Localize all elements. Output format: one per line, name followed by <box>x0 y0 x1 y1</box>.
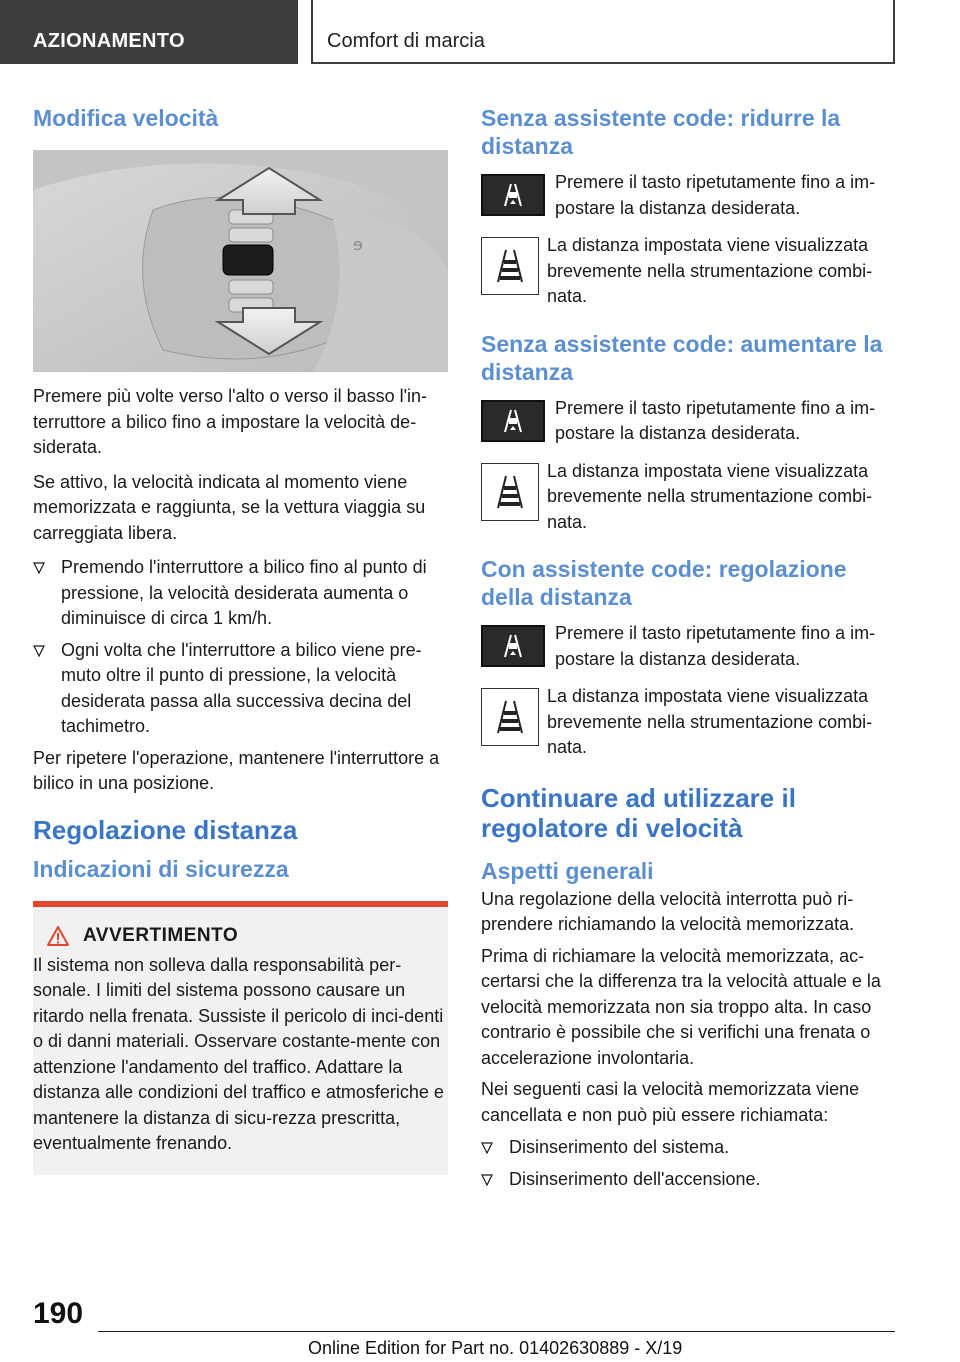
list-item <box>481 1167 899 1193</box>
list-item <box>33 638 448 740</box>
instruction-text: La distanza impostata viene visualizzata brevemente nella strumentazione combi-nata. <box>547 686 873 757</box>
distance-button-icon <box>481 400 545 442</box>
left-column <box>33 100 448 1175</box>
rocker-switch-illustration <box>33 150 448 372</box>
heading-reduce-distance: Senza assistente code: ridurre la distanza <box>481 105 841 159</box>
bullet-triangle-icon <box>481 1142 493 1154</box>
chapter-title: Comfort di marcia <box>311 0 895 64</box>
instruction-row <box>481 684 899 761</box>
warning-triangle-icon <box>47 926 69 946</box>
bullet-text: Disinserimento del sistema. <box>509 1137 730 1157</box>
list-item <box>481 1135 899 1161</box>
svg-text:ɘ: ɘ <box>353 235 363 254</box>
page-header <box>0 0 960 66</box>
warning-title: AVVERTIMENTO <box>83 924 239 946</box>
heading-continue-cruise: Continuare ad utilizzare il regolatore di velocità <box>481 782 796 843</box>
instruction-text: Premere il tasto ripetutamente fino a im-postare la distanza desiderata. <box>555 623 876 669</box>
right-column <box>481 100 899 1192</box>
instruction-row <box>481 233 899 310</box>
footer-edition: Online Edition for Part no. 01402630889 - X/19 <box>308 1338 683 1358</box>
instruction-row <box>481 170 899 221</box>
instruction-text: La distanza impostata viene visualizzata brevemente nella strumentazione combi-nata. <box>547 460 873 532</box>
bullet-text: Disinserimento dell'accensione. <box>509 1168 761 1189</box>
paragraph-general-2: Prima di richiamare la velocità memorizzata, ac-certarsi che la differenza tra la velocità attuale e la velocità memorizzata non sia troppo alta. In caso contrario è possibile che si verifichi una frenata o accelerazione involontaria. <box>481 945 881 1068</box>
heading-assist-distance: Con assistente code: regolazione della distanza <box>481 556 847 610</box>
instruction-row <box>481 396 899 447</box>
distance-button-icon <box>481 625 545 667</box>
instruction-text: Premere il tasto ripetutamente fino a im-postare la distanza desiderata. <box>555 397 876 443</box>
instruction-row <box>481 459 899 536</box>
heading-safety-notes: Indicazioni di sicurezza <box>33 855 289 882</box>
paragraph-repeat-operation: Per ripetere l'operazione, mantenere l'interruttore a bilico in una posizione. <box>33 747 440 793</box>
paragraph-general-3: Nei seguenti casi la velocità memorizzata viene cancellata e non può più essere richiamata: <box>481 1079 860 1125</box>
heading-distance-regulation: Regolazione distanza <box>33 814 298 845</box>
steering-wheel-image <box>33 150 448 372</box>
footer-divider <box>98 1331 895 1332</box>
page-number: 190 <box>33 1297 84 1330</box>
bullet-triangle-icon <box>33 562 45 574</box>
heading-general-aspects: Aspetti generali <box>481 857 654 884</box>
warning-box <box>33 901 448 1175</box>
bullet-text: Ogni volta che l'interruttore a bilico viene pre-muto oltre il punto di pressione, la velocità desiderata passa alla successiva decina del tachimetro. <box>61 639 422 736</box>
list-item <box>33 555 448 632</box>
heading-increase-distance: Senza assistente code: aumentare la distanza <box>481 330 883 385</box>
paragraph-press-rocker: Premere più volte verso l'alto o verso il basso l'in-terruttore a bilico fino a impostare la velocità de-siderata. <box>33 386 428 457</box>
heading-modify-speed: Modifica velocità <box>33 105 219 131</box>
distance-display-icon <box>481 463 539 521</box>
warning-text: Il sistema non solleva dalla responsabilità per-sonale. I limiti del sistema possono causare un ritardo nella frenata. Sussiste il pericolo di inci-denti o di danni materiali. Osservare costante-mente con attenzione l'andamento del traffico. Adattare la distanza alle condizioni del traffico e atmosferiche e mantenere la distanza di sicu-rezza prescritta, eventualmente frenando. <box>33 954 444 1153</box>
bullet-triangle-icon <box>481 1174 493 1186</box>
distance-display-icon <box>481 237 539 295</box>
paragraph-general-1: Una regolazione della velocità interrotta può ri-prendere richiamando la velocità memorizzata. <box>481 888 855 934</box>
bullet-text: Premendo l'interruttore a bilico fino al punto di pressione, la velocità desiderata aumenta o diminuisce di circa 1 km/h. <box>61 557 427 628</box>
paragraph-speed-memorized: Se attivo, la velocità indicata al momento viene memorizzata e raggiunta, se la vettura viaggia su carreggiata libera. <box>33 471 426 543</box>
distance-button-icon <box>481 174 545 216</box>
instruction-text: Premere il tasto ripetutamente fino a im-postare la distanza desiderata. <box>555 172 876 218</box>
distance-display-icon <box>481 688 539 746</box>
instruction-text: La distanza impostata viene visualizzata brevemente nella strumentazione combi-nata. <box>547 235 873 306</box>
bullet-triangle-icon <box>33 645 45 657</box>
section-tab: AZIONAMENTO <box>0 0 298 64</box>
instruction-row <box>481 621 899 672</box>
